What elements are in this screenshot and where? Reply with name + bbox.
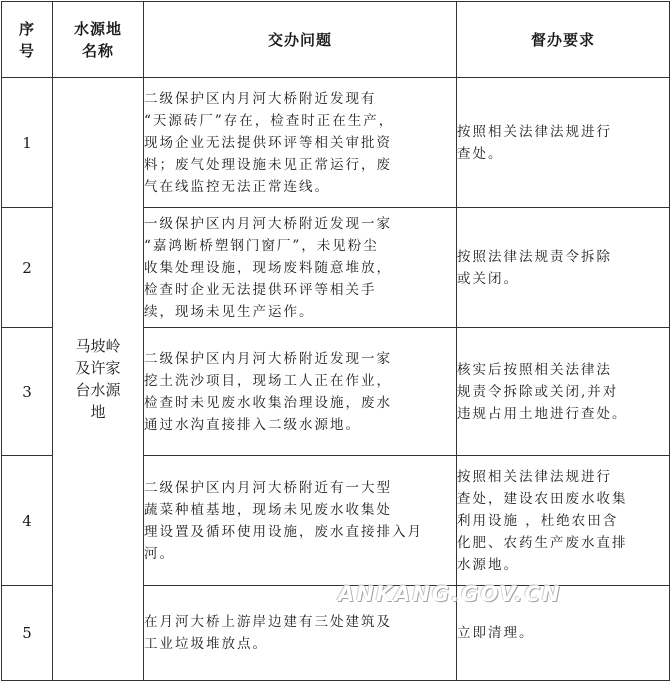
table-row: [2, 78, 670, 208]
header-source-line: 名称: [81, 41, 114, 60]
water-source-line: 地: [90, 403, 106, 421]
row-seq: 3: [2, 328, 53, 456]
issue-line: 蔬菜种植基地，现场未见废水收集处: [144, 501, 392, 518]
issue-line: 理设置及循环使用设施，废水直接排入月: [144, 523, 423, 540]
water-source-line: 及许家: [75, 359, 121, 377]
header-row: [2, 2, 670, 78]
row-seq: 1: [2, 78, 53, 208]
issue-line: 河。: [144, 545, 175, 562]
header-seq: [2, 2, 53, 78]
issue-line: 续，现场未见生产运作。: [144, 303, 315, 320]
row-issue: [144, 208, 457, 328]
row-issue: [144, 328, 457, 456]
water-source-name: [53, 78, 144, 681]
supervision-table: [1, 1, 670, 681]
water-source-line: 马坡岭: [75, 337, 121, 355]
issue-line: 收集处理设施，现场废料随意堆放，: [144, 259, 392, 276]
header-seq-line: 序: [18, 19, 35, 38]
requirement-line: 化肥、农药生产废水直排: [457, 534, 628, 551]
requirement-line: 规责令拆除或关闭,并对: [457, 383, 619, 400]
issue-line: 工业垃圾堆放点。: [144, 636, 268, 652]
issue-line: 在月河大桥上游岸边建有三处建筑及: [144, 614, 392, 630]
requirement-line: 查处，建设农田废水收集: [457, 490, 628, 507]
row-seq: 2: [2, 208, 53, 328]
header-source: [53, 2, 144, 78]
row-requirement: [457, 78, 670, 208]
issue-line: 料；废气处理设施未见正常运行，废: [144, 156, 392, 173]
header-requirement: [457, 2, 670, 78]
header-requirement-label: 督办要求: [530, 30, 595, 49]
issue-line: 一级保护区内月河大桥附近发现一家: [144, 215, 392, 232]
header-issue: [144, 2, 457, 78]
requirement-line: 水源地。: [457, 556, 519, 573]
requirement-line: 立即清理。: [457, 625, 535, 641]
row-requirement: [457, 456, 670, 586]
issue-line: 检查时未见废水收集治理设施，废水: [144, 394, 392, 411]
issue-line: 二级保护区内月河大桥附近有一大型: [144, 479, 392, 496]
issue-line: 气在线监控无法正常连线。: [144, 178, 330, 195]
water-source-line: 台水源: [75, 381, 121, 399]
header-source-line: 水源地: [73, 19, 122, 38]
header-seq-line: 号: [18, 41, 35, 60]
row-requirement: [457, 328, 670, 456]
issue-line: 二级保护区内月河大桥附近发现一家: [144, 350, 392, 367]
issue-line: “嘉鸿断桥塑钢门窗厂”，未见粉尘: [144, 237, 379, 254]
issue-line: 二级保护区内月河大桥附近发现有: [144, 90, 377, 107]
requirement-line: 按照相关法律法规进行: [457, 468, 612, 485]
requirement-line: 利用设施 ，杜绝农田含: [457, 512, 619, 529]
row-seq: 5: [2, 586, 53, 681]
row-issue: [144, 456, 457, 586]
site-watermark: ANKANG.GOV.CN: [338, 582, 562, 606]
row-issue: [144, 78, 457, 208]
requirement-line: 或关闭。: [457, 270, 519, 287]
requirement-line: 违规占用土地进行查处。: [457, 405, 628, 422]
issue-line: 现场企业无法提供环评等相关审批资: [144, 134, 392, 151]
issue-line: 挖土洗沙项目，现场工人正在作业，: [144, 372, 392, 389]
issue-line: 通过水沟直接排入二级水源地。: [144, 416, 361, 433]
requirement-line: 按照相关法律法规进行: [457, 123, 612, 140]
header-issue-label: 交办问题: [267, 30, 332, 49]
requirement-line: 按照法律法规责令拆除: [457, 248, 612, 265]
row-requirement: [457, 208, 670, 328]
row-seq: 4: [2, 456, 53, 586]
requirement-line: 查处。: [457, 145, 504, 162]
issue-line: 检查时企业无法提供环评等相关手: [144, 281, 377, 298]
issue-line: “天源砖厂”存在，检查时正在生产，: [144, 112, 395, 129]
requirement-line: 核实后按照相关法律法: [457, 361, 612, 378]
